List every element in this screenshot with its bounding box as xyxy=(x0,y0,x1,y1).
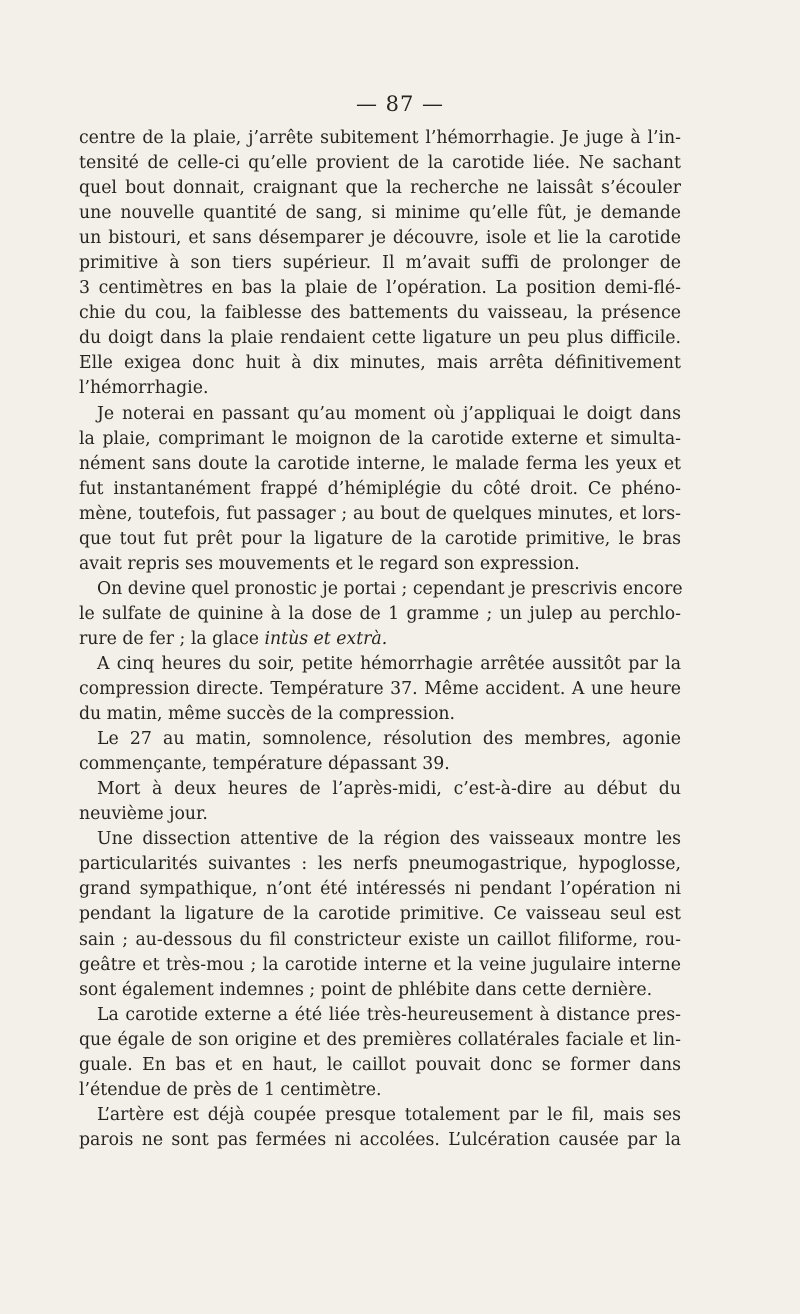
text-line xyxy=(79,477,681,502)
text-line xyxy=(79,1053,681,1078)
line-text: nément sans doute la carotide interne, le malade ferma les yeux et xyxy=(79,453,681,474)
line-text: neuvième jour. xyxy=(79,804,208,825)
line-text: La carotide externe a été liée très-heureusement à distance pres- xyxy=(97,1004,681,1025)
line-text: une nouvelle quantité de sang, si minime qu’elle fût, je demande xyxy=(79,203,681,224)
line-text: du matin, même succès de la compression. xyxy=(79,704,456,725)
text-line xyxy=(79,827,681,852)
text-line xyxy=(79,627,681,652)
text-line xyxy=(79,802,681,827)
line-text: que tout fut prêt pour la ligature de la carotide primitive, le bras xyxy=(79,528,681,549)
line-text: primitive à son tiers supérieur. Il m’avait suffi de prolonger de xyxy=(79,253,681,274)
line-text: que égale de son origine et des premières collatérales faciale et lin- xyxy=(79,1029,681,1050)
text-line xyxy=(79,527,681,552)
line-text: avait repris ses mouvements et le regard son expression. xyxy=(79,553,580,574)
text-line xyxy=(79,452,681,477)
text-line xyxy=(79,251,681,276)
text-line xyxy=(79,727,681,752)
text-line xyxy=(79,552,681,577)
text-line xyxy=(79,176,681,201)
line-text: rure de fer ; la glace xyxy=(79,628,259,649)
text-line xyxy=(79,877,681,902)
line-text: Une dissection attentive de la région des vaisseaux montre les xyxy=(97,829,681,850)
text-line xyxy=(79,1003,681,1028)
line-text: la plaie, comprimant le moignon de la carotide externe et simulta- xyxy=(79,428,681,449)
text-line xyxy=(79,1103,681,1128)
line-text: sain ; au-dessous du fil constricteur existe un caillot filiforme, rou- xyxy=(79,929,681,950)
text-line xyxy=(79,1128,681,1153)
line-text: compression directe. Température 37. Même accident. A une heure xyxy=(79,679,681,700)
line-text: L’artère est déjà coupée presque totalement par le fil, mais ses xyxy=(97,1104,681,1125)
text-line xyxy=(79,702,681,727)
page-number: — 87 — xyxy=(355,92,445,116)
text-line xyxy=(79,777,681,802)
line-text: mène, toutefois, fut passager ; au bout de quelques minutes, et lors- xyxy=(79,503,681,524)
text-line xyxy=(79,902,681,927)
line-text: quel bout donnait, craignant que la recherche ne laissât s’écouler xyxy=(79,178,681,199)
line-text: A cinq heures du soir, petite hémorrhagie arrêtée aussitôt par la xyxy=(97,653,681,674)
line-text: l’hémorrhagie. xyxy=(79,378,209,399)
line-text: particularités suivantes : les nerfs pneumogastrique, hypoglosse, xyxy=(79,854,681,875)
text-line xyxy=(79,652,681,677)
line-text: centre de la plaie, j’arrête subitement l’hémorrhagie. Je juge à l’in- xyxy=(79,128,681,148)
line-text: le sulfate de quinine à la dose de 1 gramme ; un julep au perchlo- xyxy=(79,603,681,624)
line-text: Le 27 au matin, somnolence, résolution des membres, agonie xyxy=(97,729,681,750)
line-text: grand sympathique, n’ont été intéressés ni pendant l’opération ni xyxy=(79,879,681,900)
text-line xyxy=(79,427,681,452)
text-line xyxy=(79,1028,681,1053)
text-line xyxy=(79,326,681,351)
text-line xyxy=(79,502,681,527)
text-line xyxy=(79,402,681,427)
text-line xyxy=(79,577,681,602)
text-line xyxy=(79,276,681,301)
line-text: sont également indemnes ; point de phlébite dans cette dernière. xyxy=(79,979,653,1000)
line-text: 3 centimètres en bas la plaie de l’opération. La position demi-flé- xyxy=(79,278,681,299)
text-line xyxy=(79,953,681,978)
text-line xyxy=(79,126,681,151)
text-line xyxy=(79,151,681,176)
line-text: tensité de celle-ci qu’elle provient de la carotide liée. Ne sachant xyxy=(79,153,681,174)
text-line xyxy=(79,928,681,953)
line-text: geâtre et très-mou ; la carotide interne et la veine jugulaire interne xyxy=(79,954,681,975)
text-line xyxy=(79,301,681,326)
body-text xyxy=(79,126,681,1153)
line-text: l’étendue de près de 1 centimètre. xyxy=(79,1079,382,1100)
line-text: pendant la ligature de la carotide primitive. Ce vaisseau seul est xyxy=(79,904,681,925)
text-line xyxy=(79,376,681,401)
line-text: chie du cou, la faiblesse des battements du vaisseau, la présence xyxy=(79,303,681,324)
text-line xyxy=(79,602,681,627)
line-text: commençante, température dépassant 39. xyxy=(79,754,450,775)
text-line xyxy=(79,201,681,226)
text-line xyxy=(79,978,681,1003)
italic-phrase: intùs et extrà. xyxy=(264,628,388,649)
text-line xyxy=(79,852,681,877)
line-text: du doigt dans la plaie rendaient cette ligature un peu plus difficile. xyxy=(79,328,681,349)
line-text: On devine quel pronostic je portai ; cependant je prescrivis encore xyxy=(97,578,683,599)
text-line xyxy=(79,752,681,777)
line-text: Je noterai en passant qu’au moment où j’appliquai le doigt dans xyxy=(97,403,681,424)
line-text: un bistouri, et sans désemparer je découvre, isole et lie la carotide xyxy=(79,228,681,249)
line-text: guale. En bas et en haut, le caillot pouvait donc se former dans xyxy=(79,1054,681,1075)
line-text: Mort à deux heures de l’après-midi, c’est-à-dire au début du xyxy=(97,779,681,800)
text-line xyxy=(79,1078,681,1103)
text-line xyxy=(79,677,681,702)
line-text: parois ne sont pas fermées ni accolées. L’ulcération causée par la xyxy=(79,1129,681,1150)
text-line xyxy=(79,226,681,251)
line-text: fut instantanément frappé d’hémiplégie du côté droit. Ce phéno- xyxy=(79,478,681,499)
text-line xyxy=(79,351,681,376)
line-text: Elle exigea donc huit à dix minutes, mais arrêta définitivement xyxy=(79,353,681,374)
